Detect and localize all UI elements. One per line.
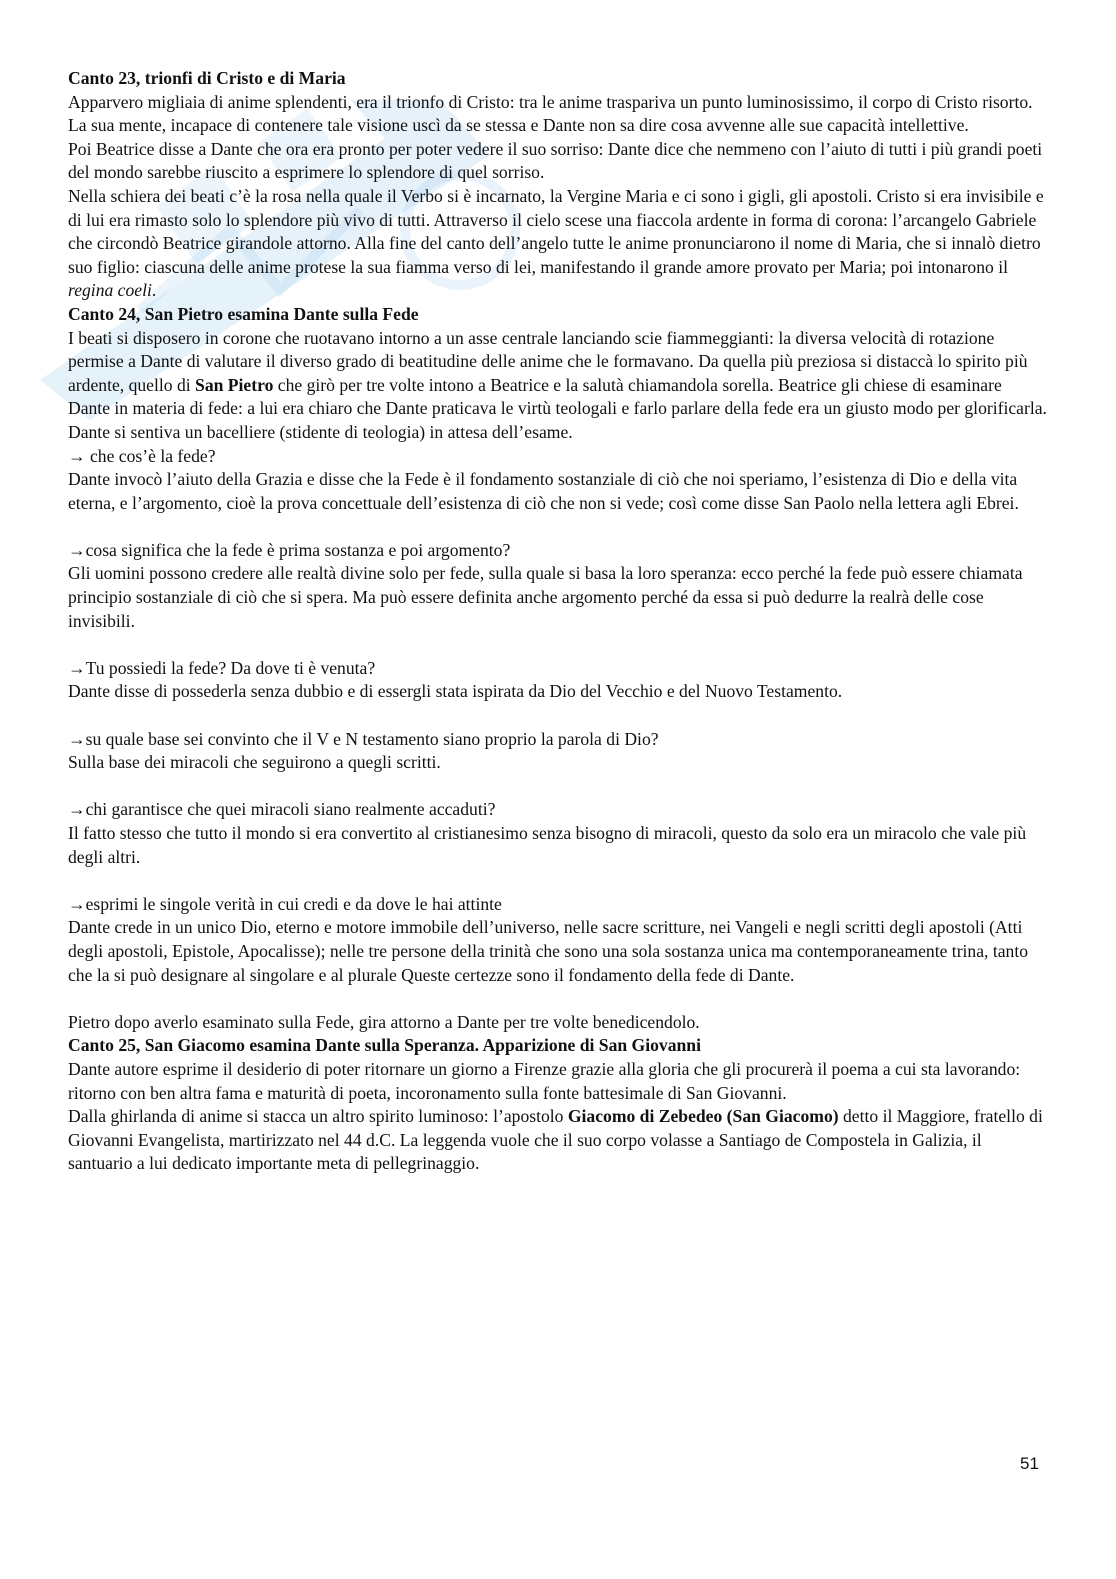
qa-question: →cosa significa che la fede è prima sostanza e poi argomento? [68, 539, 511, 560]
page-number: 51 [1020, 1454, 1039, 1473]
canto-23-paragraph-1: Apparvero migliaia di anime splendenti, era il trionfo di Cristo: tra le anime traspariva un punto luminosissimo, il corpo di Cristo risorto. La sua mente, incapace di contenere tale visione uscì da se stessa e Dante non sa dire cosa avvenne alle sue capacità intellettive. [68, 91, 1033, 136]
qa-item [68, 445, 1048, 516]
qa-item [68, 728, 1048, 775]
canto-24-intro-rest: che girò per tre volte intono a Beatrice e la salutà chiamandola sorella. Beatrice gli chiese di esaminare Dante in materia di fede: a lui era chiaro che Dante praticava le virtù teologali e farlo parlare della fede era un giusto modo per glorificarla. Dante si sentiva un bacelliere (stidente di teologia) in attesa dell’esame. [68, 374, 1047, 442]
qa-answer: Il fatto stesso che tutto il mondo si era convertito al cristianesimo senza bisogno di miracoli, questo da solo era un miracolo che vale più degli altri. [68, 823, 1027, 867]
qa-item [68, 798, 1048, 869]
canto-24-heading: Canto 24, San Pietro esamina Dante sulla Fede [68, 303, 419, 324]
canto-24-section [68, 303, 1048, 1034]
qa-item [68, 539, 1048, 633]
qa-question: →Tu possiedi la fede? Da dove ti è venuta? [68, 657, 376, 678]
qa-answer: Dante disse di possederla senza dubbio e di essergli stata ispirata da Dio del Vecchio e del Nuovo Testamento. [68, 681, 843, 702]
qa-question: →chi garantisce che quei miracoli siano realmente accaduti? [68, 799, 496, 820]
regina-coeli-italic: regina coeli [68, 280, 152, 301]
canto-25-heading: Canto 25, San Giacomo esamina Dante sulla Speranza. Apparizione di San Giovanni [68, 1035, 701, 1056]
canto-23-paragraph-3-end: . [151, 280, 157, 301]
qa-answer: Gli uomini possono credere alle realtà divine solo per fede, sulla quale si basa la loro speranza: ecco perché la fede può essere chiamata principio sostanziale di ciò che si spera. Ma può essere definita anche argomento perché da essa si può dedurre la realrà delle cose invisibili. [68, 563, 1023, 631]
qa-question: → che cos’è la fede? [68, 445, 216, 466]
san-pietro-bold: San Pietro [195, 374, 274, 395]
canto-25-paragraph-2-text: Dalla ghirlanda di anime si stacca un altro spirito luminoso: l’apostolo [68, 1106, 568, 1127]
qa-question: →esprimi le singole verità in cui credi e da dove le hai attinte [68, 893, 502, 914]
canto-23-section [68, 67, 1048, 303]
canto-24-closing: Pietro dopo averlo esaminato sulla Fede, gira attorno a Dante per tre volte benedicendolo. [68, 1011, 700, 1032]
san-giacomo-bold: Giacomo di Zebedeo (San Giacomo) [567, 1106, 839, 1127]
qa-answer: Sulla base dei miracoli che seguirono a quegli scritti. [68, 752, 441, 773]
qa-item [68, 893, 1048, 987]
canto-23-paragraph-3-text: Nella schiera dei beati c’è la rosa nella quale il Verbo si è incarnato, la Vergine Maria e ci sono i gigli, gli apostoli. Cristo si era invisibile e di lui era rimasto solo lo splendore più vivo di tutti. Attraverso il cielo scese una fiaccola ardente in forma di corona: l’arcangelo Gabriele che circondò Beatrice girandole attorno. Alla fine del canto dell’angelo tutte le anime pronunciarono il nome di Maria, che si innalò dietro suo figlio: ciascuna delle anime protese la sua fiamma verso di lei, manifestando il grande amore provato per Maria; poi intonarono il [68, 185, 1044, 277]
canto-25-section [68, 1034, 1048, 1176]
canto-25-paragraph-1: Dante autore esprime il desiderio di poter ritornare un giorno a Firenze grazie alla gloria che gli procurerà il poema a cui sta lavorando: ritorno con ben altra fama e maturità di poeta, incoronamento sulla fonte battesimale di San Giovanni. [68, 1058, 1021, 1103]
qa-answer: Dante invocò l’aiuto della Grazia e disse che la Fede è il fondamento sostanziale di ciò che noi speriamo, l’esistenza di Dio e della vita eterna, e l’argomento, cioè la prova concettuale dell’esistenza di ciò che non si vede; così come disse San Paolo nella lettera agli Ebrei. [68, 469, 1019, 513]
document-page [68, 67, 1048, 1176]
canto-23-paragraph-2: Poi Beatrice disse a Dante che ora era pronto per poter vedere il suo sorriso: Dante dice che nemmeno con l’aiuto di tutti i più grandi poeti del mondo sarebbe riuscito a esprimere lo splendore di quel sorriso. [68, 138, 1043, 183]
canto-23-heading: Canto 23, trionfi di Cristo e di Maria [68, 68, 346, 88]
canto-25-paragraph-2 [68, 1105, 1048, 1176]
qa-item [68, 657, 1048, 704]
canto-24-intro-text: I beati si disposero in corone che ruotavano intorno a un asse centrale lanciando scie fiammeggianti: la diversa velocità di rotazione permise a Dante di valutare il diverso grado di beatitudine delle anime che le formavano. Da quella più preziosa si distaccà lo spirito più ardente, quello di [68, 327, 1028, 395]
qa-question: →su quale base sei convinto che il V e N testamento siano proprio la parola di Dio? [68, 728, 659, 749]
canto-25-paragraph-2-rest: detto il Maggiore, fratello di Giovanni Evangelista, martirizzato nel 44 d.C. La leggenda vuole che il suo corpo volasse a Santiago de Compostela in Galizia, il santuario a lui dedicato importante meta di pellegrinaggio. [68, 1106, 1043, 1174]
canto-23-paragraph-3 [68, 185, 1048, 303]
canto-24-intro [68, 327, 1048, 445]
qa-answer: Dante crede in un unico Dio, eterno e motore immobile dell’universo, nelle sacre scritture, nei Vangeli e negli scritti degli apostoli (Atti degli apostoli, Epistole, Apocalisse); nelle tre persone della trinità che sono una sola sostanza unica ma contemporaneamente trina, tanto che la si può designare al singolare e al plurale Queste certezze sono il fondamento della fede di Dante. [68, 917, 1029, 985]
